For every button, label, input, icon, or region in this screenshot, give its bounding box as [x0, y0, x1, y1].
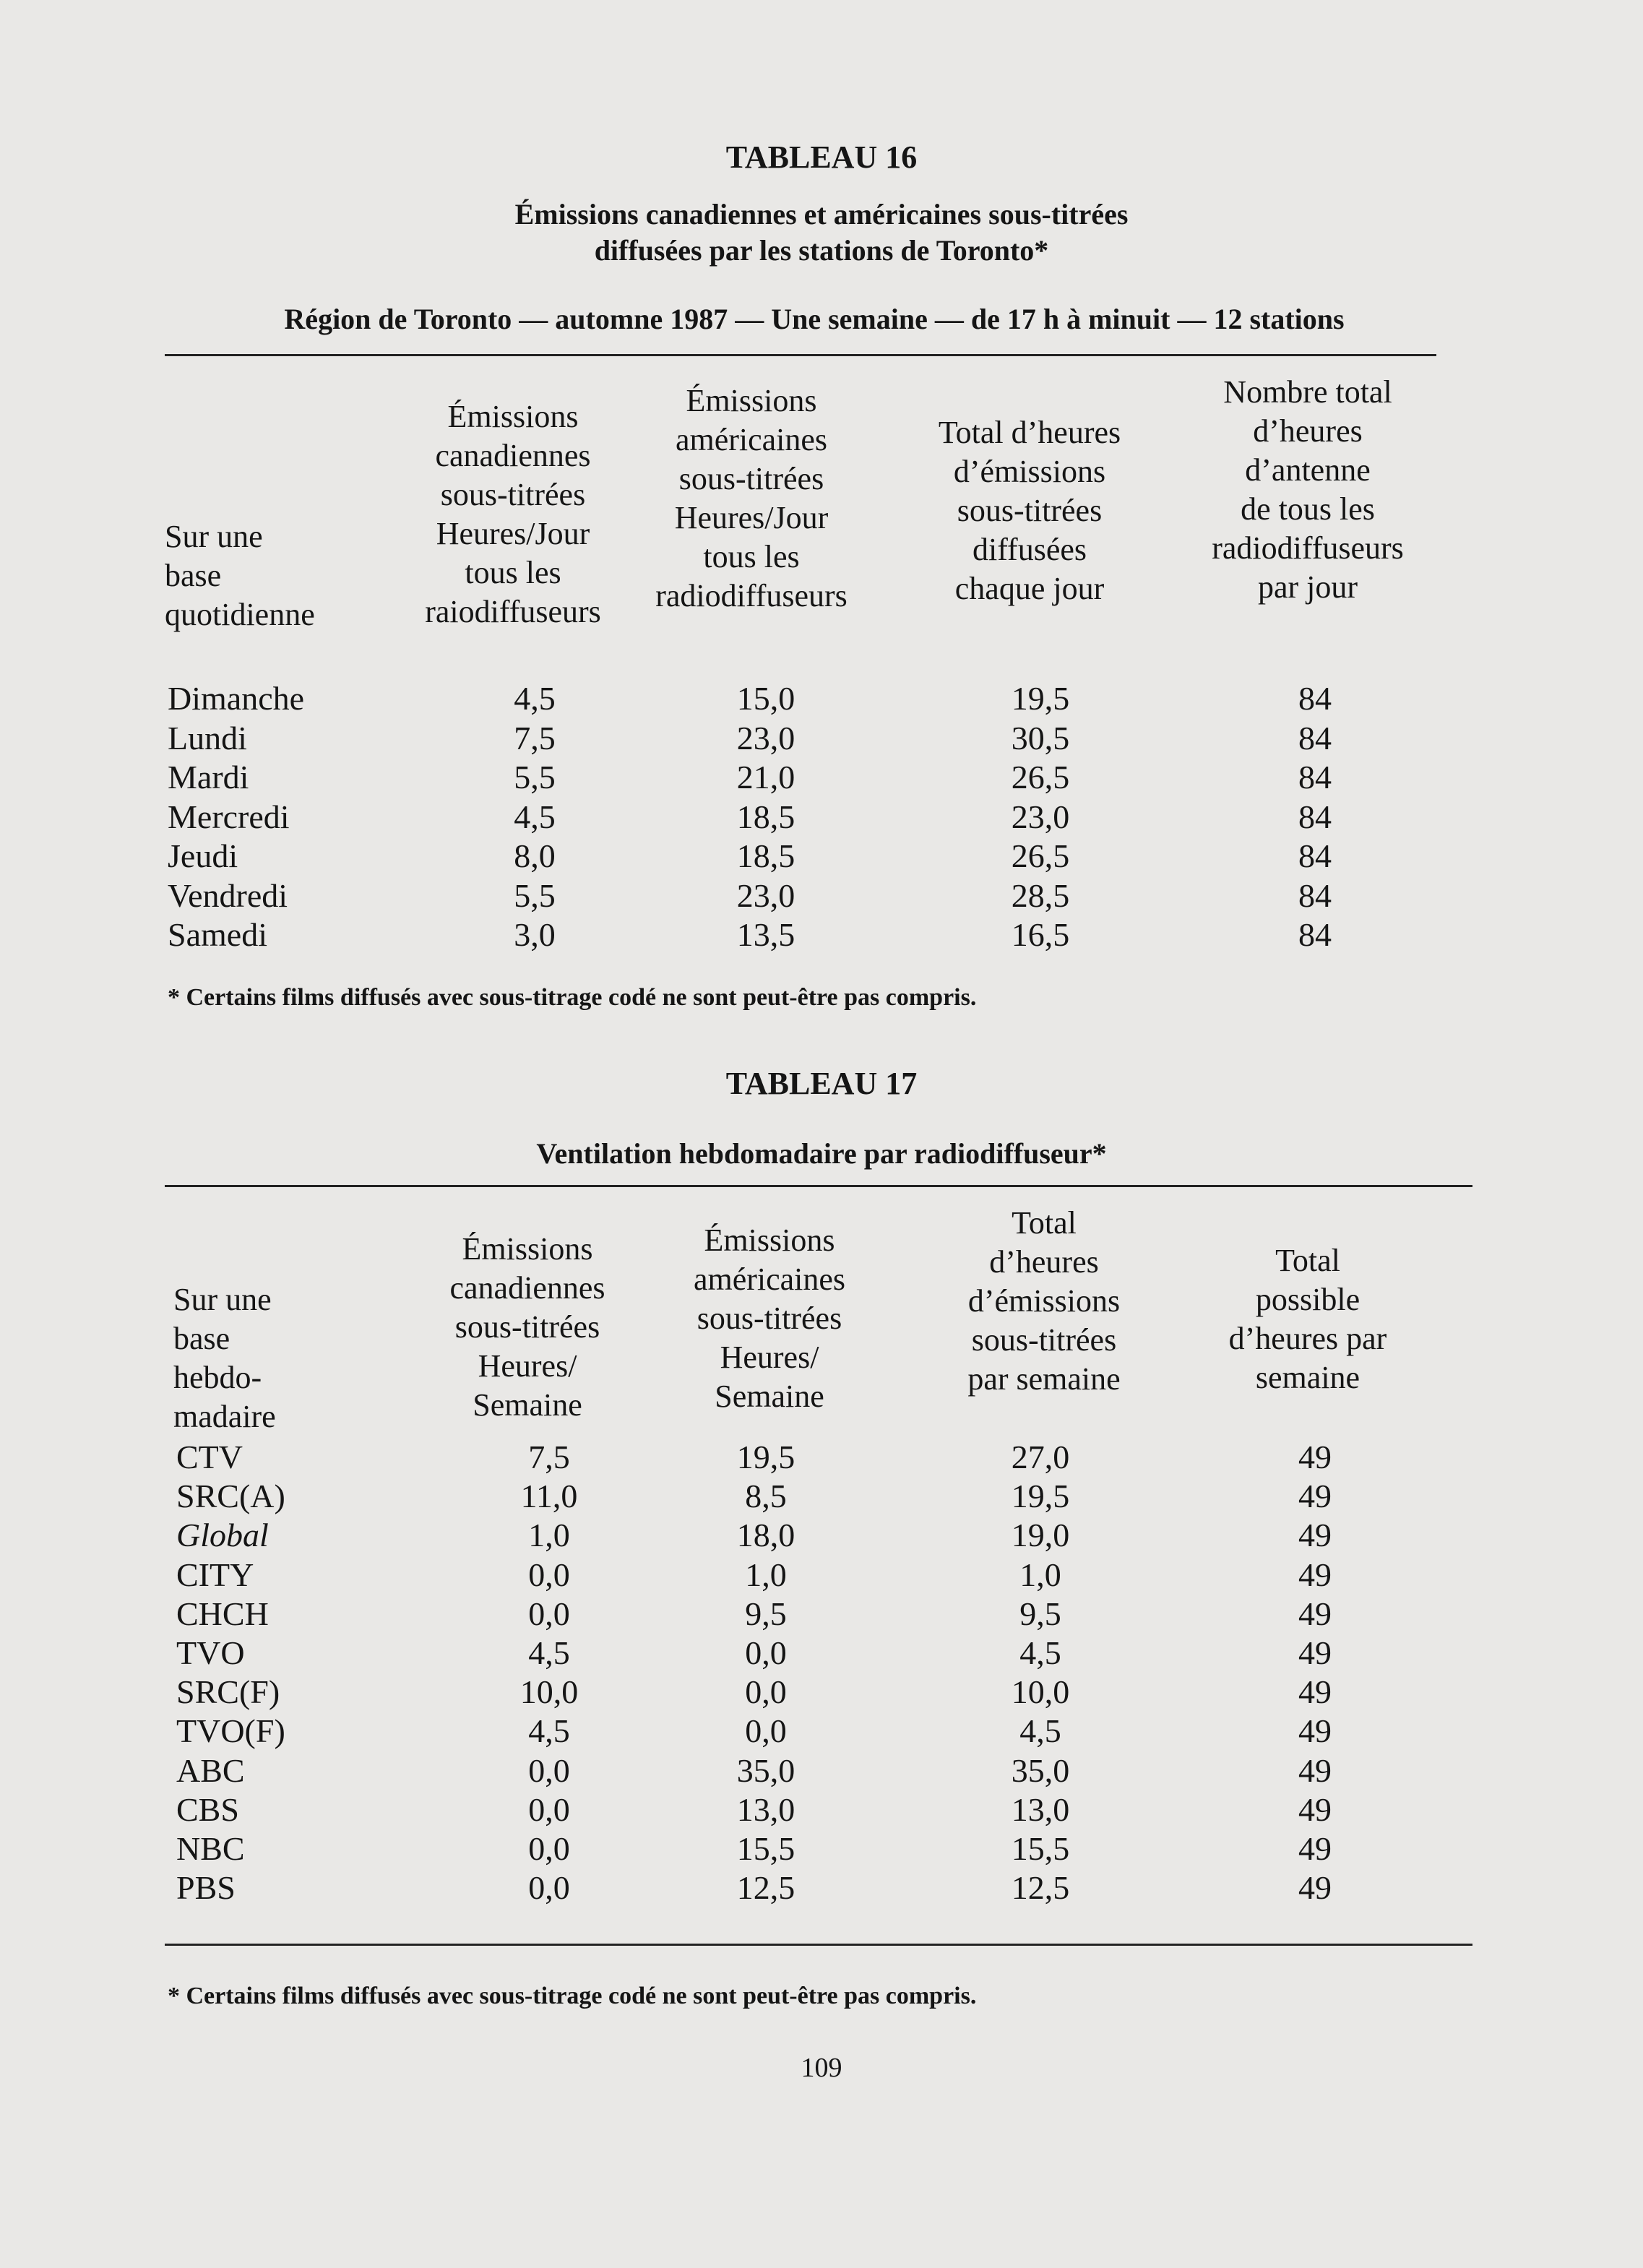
table-cell: 10,0: [1011, 1673, 1070, 1711]
table-cell: 23,0: [736, 876, 795, 914]
header-line: sous-titrées: [678, 461, 824, 496]
table-cell: 18,0: [736, 1517, 795, 1554]
table-cell: 49: [1298, 1556, 1332, 1593]
table-cell: 49: [1298, 1869, 1332, 1907]
header-line: américaines: [675, 422, 828, 457]
table17-subtitle: Ventilation hebdomadaire par radiodiffuseur*: [536, 1137, 1107, 1170]
row-label: ABC: [176, 1751, 245, 1789]
header-line: base: [165, 558, 222, 593]
row-label: Mardi: [168, 759, 249, 795]
header-line: de tous les: [1241, 491, 1375, 527]
header-line: d’heures par: [1228, 1321, 1387, 1356]
table-cell: 9,5: [1019, 1595, 1061, 1632]
table-cell: 15,0: [736, 680, 795, 717]
tableau16-header-col-1: [405, 397, 621, 631]
header-line: radiodiffuseurs: [655, 578, 848, 613]
header-line: Semaine: [715, 1379, 824, 1414]
header-line: canadiennes: [449, 1270, 605, 1306]
header-line: Sur une: [173, 1282, 272, 1317]
tableau16-header-col-0: [165, 517, 381, 634]
row-label: Dimanche: [168, 680, 305, 717]
tableau17-header-col-2: [650, 1221, 889, 1416]
table-cell: 9,5: [745, 1595, 787, 1632]
table-cell: 13,0: [736, 1790, 795, 1828]
header-line: tous les: [703, 539, 800, 574]
table-cell: 1,0: [745, 1556, 787, 1593]
table-cell: 84: [1298, 876, 1332, 914]
table-cell: 4,5: [528, 1634, 570, 1671]
table-cell: 84: [1298, 916, 1332, 953]
table-row: [0, 679, 1643, 718]
table-cell: 0,0: [745, 1712, 787, 1750]
row-label: Jeudi: [168, 837, 238, 874]
table-cell: 49: [1298, 1751, 1332, 1789]
table16-footnote: * Certains films diffusés avec sous-titrage codé ne sont peut-être pas compris.: [168, 984, 977, 1011]
page-number: 109: [801, 2053, 842, 2083]
header-line: Heures/Jour: [674, 500, 829, 535]
table-cell: 4,5: [1019, 1634, 1061, 1671]
table-row: [0, 1438, 1643, 1477]
header-line: tous les: [465, 555, 561, 590]
row-label: NBC: [176, 1830, 245, 1867]
table-cell: 10,0: [519, 1673, 579, 1711]
table-cell: 4,5: [528, 1712, 570, 1750]
table-cell: 84: [1298, 719, 1332, 756]
header-line: Total: [1012, 1205, 1077, 1241]
row-label: TVO(F): [176, 1712, 285, 1750]
table-cell: 0,0: [528, 1556, 570, 1593]
row-label: PBS: [176, 1869, 236, 1907]
header-line: d’heures: [989, 1244, 1099, 1280]
tableau17-header-col-4: [1192, 1241, 1423, 1397]
table17-bottom-rule: [165, 1944, 1472, 1946]
table16-rule: [165, 354, 1436, 356]
table-cell: 3,0: [514, 916, 556, 953]
table-cell: 49: [1298, 1712, 1332, 1750]
table-cell: 4,5: [514, 798, 556, 835]
table-cell: 18,5: [736, 798, 795, 835]
table-cell: 0,0: [745, 1634, 787, 1671]
header-line: Émissions: [704, 1223, 835, 1258]
header-line: Total d’heures: [938, 415, 1121, 450]
row-label: Vendredi: [168, 876, 288, 914]
table-cell: 0,0: [528, 1751, 570, 1789]
table-cell: 49: [1298, 1517, 1332, 1554]
header-line: Total: [1275, 1243, 1340, 1278]
header-line: quotidienne: [165, 597, 315, 632]
row-label: SRC(A): [176, 1478, 285, 1515]
tableau16-header-col-3: [907, 413, 1152, 608]
tableau17-header-col-1: [419, 1230, 636, 1425]
row-label: CBS: [176, 1790, 239, 1828]
table-cell: 0,0: [745, 1673, 787, 1711]
header-line: base: [173, 1321, 230, 1356]
table-cell: 19,5: [1011, 680, 1070, 717]
tableau16-header-col-4: [1170, 373, 1445, 607]
table-cell: 4,5: [1019, 1712, 1061, 1750]
table-cell: 13,0: [1011, 1790, 1070, 1828]
header-line: d’émissions: [953, 454, 1106, 489]
header-line: Sur une: [165, 519, 263, 554]
table-cell: 27,0: [1011, 1439, 1070, 1475]
header-line: chaque jour: [954, 571, 1105, 606]
tableau17-header-col-0: [173, 1280, 390, 1436]
table-cell: 16,5: [1011, 916, 1070, 953]
table-cell: 1,0: [1019, 1556, 1061, 1593]
table-cell: 21,0: [736, 759, 795, 795]
row-label: Lundi: [168, 719, 247, 756]
header-line: Heures/: [478, 1348, 577, 1384]
row-label: CHCH: [176, 1595, 269, 1632]
tableau17-header-col-3: [925, 1204, 1163, 1399]
table17-title: TABLEAU 17: [725, 1066, 918, 1101]
table-cell: 5,5: [514, 876, 556, 914]
table-cell: 15,5: [736, 1830, 795, 1867]
table-cell: 11,0: [520, 1478, 578, 1515]
table-cell: 49: [1298, 1830, 1332, 1867]
table-cell: 26,5: [1011, 759, 1070, 795]
table-row: [0, 1790, 1643, 1829]
header-line: américaines: [693, 1262, 846, 1297]
row-label: Global: [176, 1517, 269, 1554]
header-line: sous-titrées: [971, 1322, 1117, 1358]
table-cell: 49: [1298, 1673, 1332, 1711]
header-line: raiodiffuseurs: [425, 594, 601, 629]
table-cell: 0,0: [528, 1869, 570, 1907]
row-label: CITY: [176, 1556, 254, 1593]
header-line: Émissions: [447, 399, 579, 434]
table-cell: 12,5: [736, 1869, 795, 1907]
table-row: [0, 1595, 1643, 1634]
table-row: [0, 1712, 1643, 1751]
table16-subtitle-line2: diffusées par les stations de Toronto*: [594, 234, 1049, 267]
table17-rule: [165, 1185, 1472, 1187]
table-cell: 15,5: [1011, 1830, 1070, 1867]
header-line: d’antenne: [1245, 452, 1371, 488]
header-line: sous-titrées: [957, 493, 1103, 528]
table-cell: 49: [1298, 1634, 1332, 1671]
header-line: diffusées: [972, 532, 1087, 567]
table-cell: 0,0: [528, 1830, 570, 1867]
table16-subtitle-line1: Émissions canadiennes et américaines sous-titrées: [514, 198, 1129, 230]
header-line: Semaine: [473, 1387, 582, 1423]
table-cell: 12,5: [1011, 1869, 1070, 1907]
header-line: radiodiffuseurs: [1212, 530, 1404, 566]
table-cell: 13,5: [736, 916, 795, 953]
table-cell: 8,0: [514, 837, 556, 874]
table-cell: 19,0: [1011, 1517, 1070, 1554]
table-cell: 5,5: [514, 759, 556, 795]
table-cell: 84: [1298, 680, 1332, 717]
table17-footnote: * Certains films diffusés avec sous-titrage codé ne sont peut-être pas compris.: [168, 1983, 977, 2009]
table-row: [0, 798, 1643, 837]
table16-region: Région de Toronto — automne 1987 — Une semaine — de 17 h à minuit — 12 stations: [284, 303, 1345, 335]
row-label: TVO: [176, 1634, 245, 1671]
header-line: sous-titrées: [454, 1309, 600, 1345]
row-label: CTV: [176, 1439, 243, 1475]
table-cell: 19,5: [1011, 1478, 1070, 1515]
table-row: [0, 1477, 1643, 1516]
table-row: [0, 1556, 1643, 1595]
table-cell: 8,5: [745, 1478, 787, 1515]
table-cell: 18,5: [736, 837, 795, 874]
table-cell: 28,5: [1011, 876, 1070, 914]
table-cell: 49: [1298, 1595, 1332, 1632]
header-line: Émissions: [462, 1231, 593, 1267]
table-row: [0, 1516, 1643, 1555]
header-line: Émissions: [686, 383, 817, 418]
row-label: SRC(F): [176, 1673, 280, 1711]
table-cell: 84: [1298, 837, 1332, 874]
table-cell: 26,5: [1011, 837, 1070, 874]
header-line: Heures/Jour: [436, 516, 590, 551]
table-row: [0, 915, 1643, 954]
row-label: Mercredi: [168, 798, 290, 835]
header-line: hebdo-: [173, 1360, 262, 1395]
header-line: Nombre total: [1223, 374, 1392, 410]
table-row: [0, 719, 1643, 758]
row-label: Samedi: [168, 916, 267, 953]
header-line: par semaine: [967, 1361, 1121, 1397]
table-cell: 19,5: [736, 1439, 795, 1475]
table-cell: 7,5: [514, 719, 556, 756]
table-row: [0, 1673, 1643, 1712]
table-cell: 84: [1298, 759, 1332, 795]
table-cell: 23,0: [1011, 798, 1070, 835]
table-row: [0, 876, 1643, 915]
table-cell: 1,0: [528, 1517, 570, 1554]
table-cell: 84: [1298, 798, 1332, 835]
table-row: [0, 1634, 1643, 1673]
header-line: semaine: [1255, 1360, 1360, 1395]
table-cell: 49: [1298, 1478, 1332, 1515]
table-row: [0, 1829, 1643, 1868]
table-cell: 0,0: [528, 1790, 570, 1828]
table-cell: 7,5: [528, 1439, 570, 1475]
header-line: canadiennes: [435, 438, 591, 473]
table-cell: 35,0: [736, 1751, 795, 1789]
header-line: possible: [1255, 1282, 1360, 1317]
table-cell: 4,5: [514, 680, 556, 717]
table-row: [0, 1868, 1643, 1907]
table-cell: 35,0: [1011, 1751, 1070, 1789]
header-line: par jour: [1257, 569, 1358, 605]
table-cell: 49: [1298, 1790, 1332, 1828]
header-line: d’émissions: [967, 1283, 1121, 1319]
tableau16-header-col-2: [632, 381, 871, 616]
table-cell: 49: [1298, 1439, 1332, 1475]
table-cell: 23,0: [736, 719, 795, 756]
header-line: madaire: [173, 1399, 276, 1434]
table-row: [0, 1751, 1643, 1790]
table-row: [0, 758, 1643, 797]
header-line: Heures/: [720, 1340, 819, 1375]
header-line: sous-titrées: [440, 477, 586, 512]
table-cell: 30,5: [1011, 719, 1070, 756]
table-row: [0, 837, 1643, 876]
header-line: d’heures: [1253, 413, 1363, 449]
header-line: sous-titrées: [697, 1301, 842, 1336]
table-cell: 0,0: [528, 1595, 570, 1632]
table16-title: TABLEAU 16: [725, 139, 918, 175]
